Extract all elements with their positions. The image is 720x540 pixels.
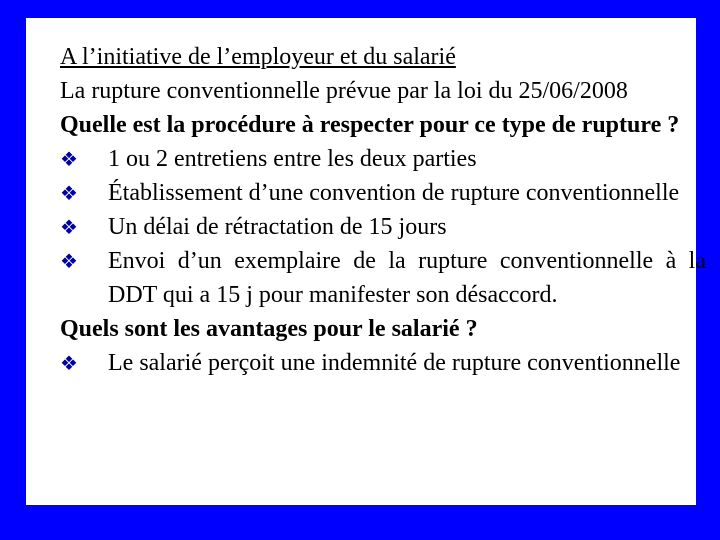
diamond-bullet-icon: ❖ [60,181,78,205]
slide-title: A l’initiative de l’employeur et du salarié [60,44,456,70]
slide-content [60,40,706,380]
diamond-bullet-icon: ❖ [60,215,78,239]
list-item: ❖ Un délai de rétractation de 15 jours [60,210,706,244]
list-item: ❖ Le salarié perçoit une indemnité de rupture conventionnelle [60,346,706,380]
list-item: ❖ Établissement d’une convention de rupture conventionnelle [60,176,706,210]
slide-panel [26,18,706,505]
procedure-question: Quelle est la procédure à respecter pour ce type de rupture ? [60,112,680,138]
list-item: ❖ Envoi d’un exemplaire de la rupture conventionnelle à la DDT qui a 15 j pour manifester son désaccord. [60,244,706,312]
diamond-bullet-icon: ❖ [60,147,78,171]
intro-paragraph: La rupture conventionnelle prévue par la loi du 25/06/2008 [60,78,628,104]
advantages-question: Quels sont les avantages pour le salarié ? [60,316,478,342]
list-item: ❖ 1 ou 2 entretiens entre les deux parties [60,142,706,176]
diamond-bullet-icon: ❖ [60,351,78,375]
diamond-bullet-icon: ❖ [60,249,78,273]
